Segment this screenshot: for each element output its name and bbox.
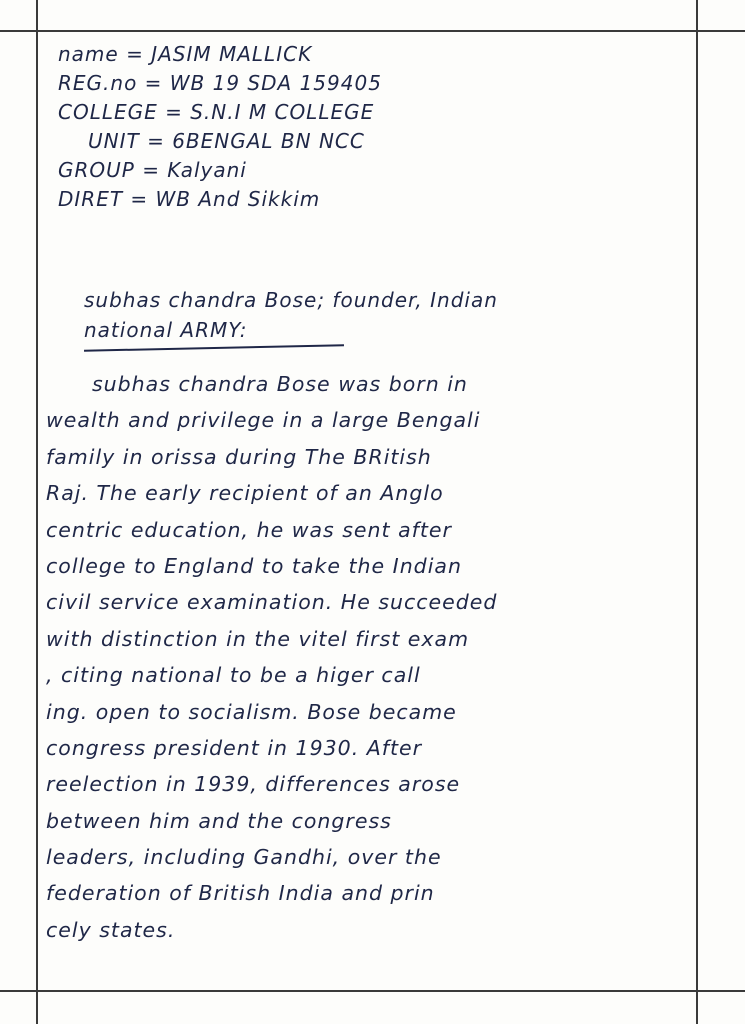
- detail-college: COLLEGE = S.N.I M COLLEGE: [58, 100, 375, 124]
- body-line: congress president in 1930. After: [46, 735, 423, 760]
- top-rule-line: [0, 30, 745, 32]
- body-line: reelection in 1939, differences arose: [46, 772, 461, 797]
- body-line: , citing national to be a higer call: [46, 663, 421, 688]
- body-line: cely states.: [46, 917, 176, 942]
- left-margin-line: [36, 0, 38, 1024]
- essay-body: [46, 366, 686, 948]
- body-line: centric education, he was sent after: [46, 517, 452, 542]
- body-line: college to England to take the Indian: [46, 553, 462, 578]
- body-line: civil service examination. He succeeded: [46, 590, 498, 615]
- body-line: with distinction in the vitel first exam: [46, 626, 470, 651]
- essay-heading: [84, 285, 664, 345]
- right-margin-line: [696, 0, 698, 1024]
- bottom-rule-line: [0, 990, 745, 992]
- detail-diret: DIRET = WB And Sikkim: [58, 187, 321, 211]
- body-line: subhas chandra Bose was born in: [92, 372, 468, 396]
- student-details: [58, 40, 658, 214]
- body-line: between him and the congress: [46, 808, 392, 833]
- detail-reg-no: REG.no = WB 19 SDA 159405: [58, 71, 382, 95]
- body-line: Raj. The early recipient of an Anglo: [46, 481, 444, 506]
- body-line: family in orissa during The BRitish: [46, 444, 432, 469]
- detail-group: GROUP = Kalyani: [58, 158, 247, 182]
- body-line: leaders, including Gandhi, over the: [46, 845, 442, 870]
- detail-unit: UNIT = 6BENGAL BN NCC: [88, 129, 365, 153]
- heading-line: national ARMY:: [84, 318, 248, 342]
- body-line: wealth and privilege in a large Bengali: [46, 408, 481, 433]
- body-line: ing. open to socialism. Bose became: [46, 699, 457, 724]
- detail-name: name = JASIM MALLICK: [58, 42, 313, 66]
- body-line: federation of British India and prin: [46, 881, 435, 906]
- heading-line: subhas chandra Bose; founder, Indian: [84, 288, 498, 312]
- heading-underline: [84, 344, 344, 351]
